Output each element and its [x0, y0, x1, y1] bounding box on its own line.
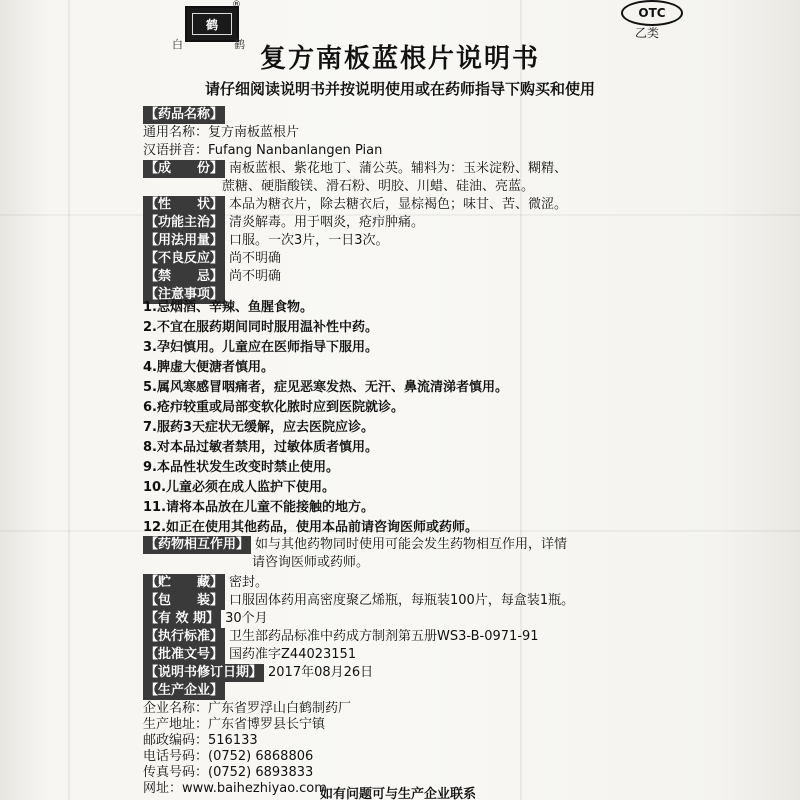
manufacturer-heading — [143, 682, 225, 700]
precaution-item: 5.属风寒感冒咽痛者，症见恶寒发热、无汗、鼻流清涕者慎用。 — [143, 380, 508, 395]
footer-note: 如有问题可与生产企业联系 — [320, 787, 477, 800]
ingredients-text: 南板蓝根、紫花地丁、蒲公英。辅料为：玉米淀粉、糊精、 — [229, 161, 568, 176]
section-label: 【用法用量】 — [145, 233, 224, 248]
section-label: 【批准文号】 — [145, 647, 224, 662]
indications-line — [143, 214, 424, 232]
precaution-item: 3.孕妇慎用。儿童应在医师指导下服用。 — [143, 340, 378, 355]
dosage-text: 口服。一次3片，一日3次。 — [229, 233, 389, 248]
company-line: 企业名称：广东省罗浮山白鹤制药厂 — [143, 701, 352, 716]
validity-line — [143, 610, 268, 628]
fold-line — [520, 0, 522, 800]
package-line — [143, 592, 574, 610]
phone-line: 电话号码：(0752) 6868806 — [143, 749, 314, 764]
precaution-item: 1.忌烟酒、辛辣、鱼腥食物。 — [143, 300, 313, 315]
precaution-item: 10.儿童必须在成人监护下使用。 — [143, 480, 336, 495]
ingredients-line — [143, 160, 567, 178]
section-label: 【执行标准】 — [145, 629, 224, 644]
section-label: 【性 状】 — [145, 197, 224, 212]
precaution-item: 2.不宜在服药期间同时服用温补性中药。 — [143, 320, 378, 335]
otc-badge: OTC — [621, 0, 683, 26]
precaution-item: 9.本品性状发生改变时禁止使用。 — [143, 460, 339, 475]
section-label: 【禁 忌】 — [145, 269, 224, 284]
address-line: 生产地址：广东省博罗县长宁镇 — [143, 717, 326, 732]
dosage-line — [143, 232, 389, 250]
fold-line — [68, 0, 70, 800]
section-label: 【功能主治】 — [145, 215, 224, 230]
section-label: 【贮 藏】 — [145, 575, 224, 590]
section-label: 【成 份】 — [145, 161, 224, 176]
brand-logo — [185, 6, 239, 42]
validity-text: 30个月 — [225, 611, 268, 626]
standard-text: 卫生部药品标准中药成方制剂第五册WS3-B-0971-91 — [229, 629, 539, 644]
interactions-line — [143, 536, 567, 554]
package-text: 口服固体药用高密度聚乙烯瓶，每瓶装100片，每盒装1瓶。 — [229, 593, 575, 608]
properties-line — [143, 196, 567, 214]
interactions-text: 如与其他药物同时使用可能会发生药物相互作用，详情 — [255, 537, 568, 552]
properties-text: 本品为糖衣片，除去糖衣后，显棕褐色；味甘、苦、微涩。 — [229, 197, 568, 212]
ingredients-line-2: 蔗糖、硬脂酸镁、滑石粉、明胶、川蜡、硅油、亮蓝。 — [222, 179, 535, 194]
precaution-item: 8.对本品过敏者禁用，过敏体质者慎用。 — [143, 440, 378, 455]
precaution-item: 4.脾虚大便溏者慎用。 — [143, 360, 274, 375]
section-label: 【有 效 期】 — [145, 611, 220, 626]
registered-mark: ® — [232, 0, 241, 10]
logo-side-left: 白 — [172, 38, 183, 51]
logo-text: 鹤 — [192, 13, 232, 35]
section-label: 【药物相互作用】 — [145, 537, 250, 552]
precaution-item: 11.请将本品放在儿童不能接触的地方。 — [143, 500, 375, 515]
precaution-item: 6.疮疖较重或局部变软化脓时应到医院就诊。 — [143, 400, 404, 415]
interactions-line-2: 请咨询医师或药师。 — [252, 555, 370, 570]
adverse-line — [143, 250, 281, 268]
drug-name-heading — [143, 106, 225, 124]
pinyin-line: 汉语拼音：Fufang Nanbanlangen Pian — [143, 143, 383, 158]
revision-text: 2017年08月26日 — [268, 665, 374, 680]
section-label: 【生产企业】 — [145, 683, 224, 698]
storage-text: 密封。 — [229, 575, 269, 590]
section-label: 【药品名称】 — [145, 107, 224, 122]
logo-side-right: 鹤 — [234, 38, 245, 51]
revision-line — [143, 664, 373, 682]
storage-line — [143, 574, 268, 592]
website-line: 网址：www.baihezhiyao.com — [143, 781, 327, 796]
standard-line — [143, 628, 539, 646]
otc-class-label: 乙类 — [635, 26, 660, 40]
approval-line — [143, 646, 356, 664]
indications-text: 清炎解毒。用于咽炎，疮疖肿痛。 — [229, 215, 425, 230]
postcode-line: 邮政编码：516133 — [143, 733, 258, 748]
precaution-item: 7.服药3天症状无缓解，应去医院应诊。 — [143, 420, 375, 435]
document-subtitle: 请仔细阅读说明书并按说明使用或在药师指导下购买和使用 — [204, 80, 595, 98]
adverse-text: 尚不明确 — [229, 251, 282, 266]
fax-line: 传真号码：(0752) 6893833 — [143, 765, 314, 780]
precaution-item: 12.如正在使用其他药品，使用本品前请咨询医师或药师。 — [143, 520, 479, 535]
document-title: 复方南板蓝根片说明书 — [259, 44, 540, 74]
generic-name-line: 通用名称：复方南板蓝根片 — [143, 125, 300, 140]
approval-text: 国药准字Z44023151 — [229, 647, 357, 662]
section-label: 【说明书修订日期】 — [145, 665, 263, 680]
contraindications-line — [143, 268, 281, 286]
section-label: 【不良反应】 — [145, 251, 224, 266]
contraindications-text: 尚不明确 — [229, 269, 282, 284]
section-label: 【包 装】 — [145, 593, 224, 608]
section-label: 【注意事项】 — [145, 287, 224, 302]
